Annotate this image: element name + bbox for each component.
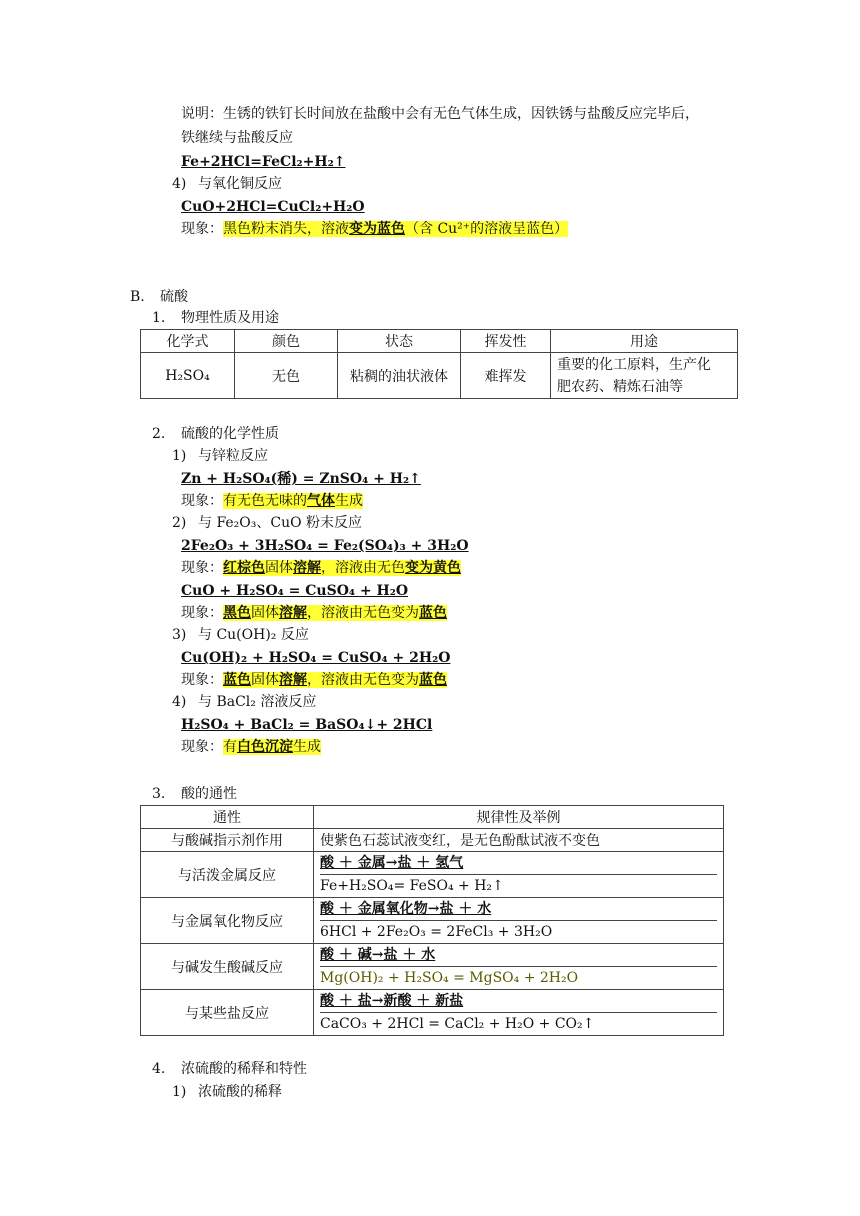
property-cell <box>314 898 724 944</box>
phenomenon-fe2o3 <box>181 558 461 578</box>
subsection-title: 浓硫酸的稀释和特性 <box>181 1061 307 1077</box>
table-row <box>141 829 724 852</box>
reaction-2-heading <box>172 513 362 533</box>
phenomenon-keyword: 溶解 <box>279 672 307 688</box>
phenomenon-text: 有无色无味的 <box>223 493 307 509</box>
subsection-1-heading <box>152 308 279 328</box>
property-label: 与某些盐反应 <box>141 990 314 1036</box>
phenomenon-keyword: 红棕色 <box>223 560 265 576</box>
equation-zn: Zn + H₂SO₄(稀) = ZnSO₄ + H₂↑ <box>181 471 421 487</box>
phenomenon-keyword: 蓝色 <box>419 672 447 688</box>
section-b-heading <box>130 287 188 307</box>
item-label: 与 Fe₂O₃、CuO 粉末反应 <box>198 515 363 531</box>
reaction-4-heading <box>172 692 316 712</box>
cell-state: 粘稠的油状液体 <box>338 353 461 399</box>
phenomenon-prefix: 现象： <box>181 221 223 237</box>
phenomenon-prefix: 现象： <box>181 605 223 621</box>
item-number: 4) <box>172 694 187 710</box>
header-cell: 通性 <box>141 806 314 829</box>
phenomenon-text: 有 <box>223 739 237 755</box>
subsection-title: 硫酸的化学性质 <box>181 426 279 442</box>
item-number: 1) <box>172 448 187 464</box>
phenomenon-cuo-h2so4 <box>181 603 447 623</box>
property-cell <box>314 944 724 990</box>
table-row <box>141 944 724 990</box>
header-cell: 用途 <box>551 330 738 353</box>
equation-cuo-hcl: CuO+2HCl=CuCl₂+H₂O <box>181 199 365 215</box>
phenomenon-prefix: 现象： <box>181 739 223 755</box>
phenomenon-keyword: 气体 <box>307 493 335 509</box>
item-number: 3) <box>172 627 187 643</box>
property-label: 与金属氧化物反应 <box>141 898 314 944</box>
example-equation: 6HCl + 2Fe₂O₃ = 2FeCl₃ + 3H₂O <box>320 924 553 940</box>
phenomenon-text: 固体 <box>265 560 293 576</box>
equation-fe-hcl: Fe+2HCl=FeCl₂+H₂↑ <box>181 154 346 170</box>
acid-general-properties-table <box>140 805 724 1036</box>
property-cell <box>314 852 724 898</box>
item-number: 4) <box>172 176 187 192</box>
subsection-title: 酸的通性 <box>181 786 237 802</box>
example-equation: CaCO₃ + 2HCl = CaCl₂ + H₂O + CO₂↑ <box>320 1016 595 1032</box>
phenomenon-keyword: 溶解 <box>279 605 307 621</box>
rule-text: 酸 ＋ 碱→盐 ＋ 水 <box>320 944 717 967</box>
subsection-2-heading <box>152 424 279 444</box>
phenomenon-text: ，溶液由无色变为 <box>307 605 419 621</box>
section-title: 硫酸 <box>160 289 188 305</box>
item-label: 与 Cu(OH)₂ 反应 <box>198 627 309 643</box>
rule-text: 酸 ＋ 金属氧化物→盐 ＋ 水 <box>320 898 717 921</box>
phenomenon-keyword: 黑色 <box>223 605 251 621</box>
property-label: 与碱发生酸碱反应 <box>141 944 314 990</box>
item-label: 与 BaCl₂ 溶液反应 <box>198 694 317 710</box>
phenomenon-text-b: 变为蓝色 <box>349 221 405 237</box>
dilution-sub-heading <box>172 1082 282 1102</box>
reaction-1-heading <box>172 446 268 466</box>
subsection-number: 3. <box>152 786 166 802</box>
phenomenon-text-a: 黑色粉末消失，溶液 <box>223 221 349 237</box>
property-cell <box>314 990 724 1036</box>
phenomenon-text: 生成 <box>293 739 321 755</box>
uses-line-2: 肥农药、精炼石油等 <box>557 378 683 395</box>
header-cell: 挥发性 <box>461 330 551 353</box>
table-row <box>141 990 724 1036</box>
phenomenon-cuo <box>181 219 568 239</box>
phenomenon-keyword: 变为黄色 <box>405 560 461 576</box>
cell-volatility: 难挥发 <box>461 353 551 399</box>
item-label: 与锌粒反应 <box>198 448 268 464</box>
subsection-number: 1. <box>152 310 166 326</box>
note-line-1: 说明：生锈的铁钉长时间放在盐酸中会有无色气体生成，因铁锈与盐酸反应完毕后， <box>181 106 699 122</box>
section-letter: B. <box>130 289 145 305</box>
item-label: 与氧化铜反应 <box>198 176 282 192</box>
subsection-number: 4. <box>152 1061 166 1077</box>
table-header-row <box>141 330 738 353</box>
phenomenon-text: 固体 <box>251 605 279 621</box>
phenomenon-text-c: （含 Cu²⁺的溶液呈蓝色） <box>405 221 569 237</box>
cell-color: 无色 <box>235 353 338 399</box>
subsection-4-heading <box>152 1059 307 1079</box>
phenomenon-keyword: 蓝色 <box>419 605 447 621</box>
item-label: 浓硫酸的稀释 <box>198 1084 282 1100</box>
table-row <box>141 353 738 399</box>
rule-text: 酸 ＋ 盐→新酸 ＋ 新盐 <box>320 990 717 1013</box>
cell-uses <box>551 353 738 399</box>
cell-formula: H₂SO₄ <box>141 353 235 399</box>
phenomenon-cuoh2 <box>181 670 447 690</box>
table-header-row <box>141 806 724 829</box>
item-number: 2) <box>172 515 187 531</box>
table-row <box>141 852 724 898</box>
example-equation: Fe+H₂SO₄= FeSO₄ + H₂↑ <box>320 878 504 894</box>
equation-cuo-h2so4: CuO + H₂SO₄ = CuSO₄ + H₂O <box>181 583 409 599</box>
subsection-title: 物理性质及用途 <box>181 310 279 326</box>
equation-fe2o3: 2Fe₂O₃ + 3H₂SO₄ = Fe₂(SO₄)₃ + 3H₂O <box>181 538 469 554</box>
phenomenon-text: ，溶液由无色 <box>321 560 405 576</box>
phenomenon-text: 生成 <box>335 493 363 509</box>
physical-properties-table <box>140 329 738 399</box>
phenomenon-keyword: 溶解 <box>293 560 321 576</box>
header-cell: 化学式 <box>141 330 235 353</box>
phenomenon-prefix: 现象： <box>181 560 223 576</box>
rule-text: 酸 ＋ 金属→盐 ＋ 氢气 <box>320 852 717 875</box>
phenomenon-text: 固体 <box>251 672 279 688</box>
subsection-number: 2. <box>152 426 166 442</box>
equation-bacl2: H₂SO₄ + BaCl₂ = BaSO₄↓+ 2HCl <box>181 717 433 733</box>
property-label: 与活泼金属反应 <box>141 852 314 898</box>
reaction-3-heading <box>172 625 309 645</box>
phenomenon-zn <box>181 491 363 511</box>
subsection-3-heading <box>152 784 237 804</box>
equation-cuoh2: Cu(OH)₂ + H₂SO₄ = CuSO₄ + 2H₂O <box>181 650 451 666</box>
item-4-heading <box>172 174 282 194</box>
example-equation: Mg(OH)₂ + H₂SO₄ = MgSO₄ + 2H₂O <box>320 970 579 986</box>
header-cell: 颜色 <box>235 330 338 353</box>
header-cell: 规律性及举例 <box>314 806 724 829</box>
note-line-2: 铁继续与盐酸反应 <box>181 130 293 146</box>
property-text: 使紫色石蕊试液变红，是无色酚酞试液不变色 <box>314 829 724 852</box>
phenomenon-keyword: 白色沉淀 <box>237 739 293 755</box>
phenomenon-keyword: 蓝色 <box>223 672 251 688</box>
phenomenon-prefix: 现象： <box>181 672 223 688</box>
phenomenon-text: ，溶液由无色变为 <box>307 672 419 688</box>
property-label: 与酸碱指示剂作用 <box>141 829 314 852</box>
phenomenon-prefix: 现象： <box>181 493 223 509</box>
item-number: 1) <box>172 1084 187 1100</box>
phenomenon-bacl2 <box>181 737 321 757</box>
uses-line-1: 重要的化工原料，生产化 <box>557 356 711 373</box>
table-row <box>141 898 724 944</box>
header-cell: 状态 <box>338 330 461 353</box>
